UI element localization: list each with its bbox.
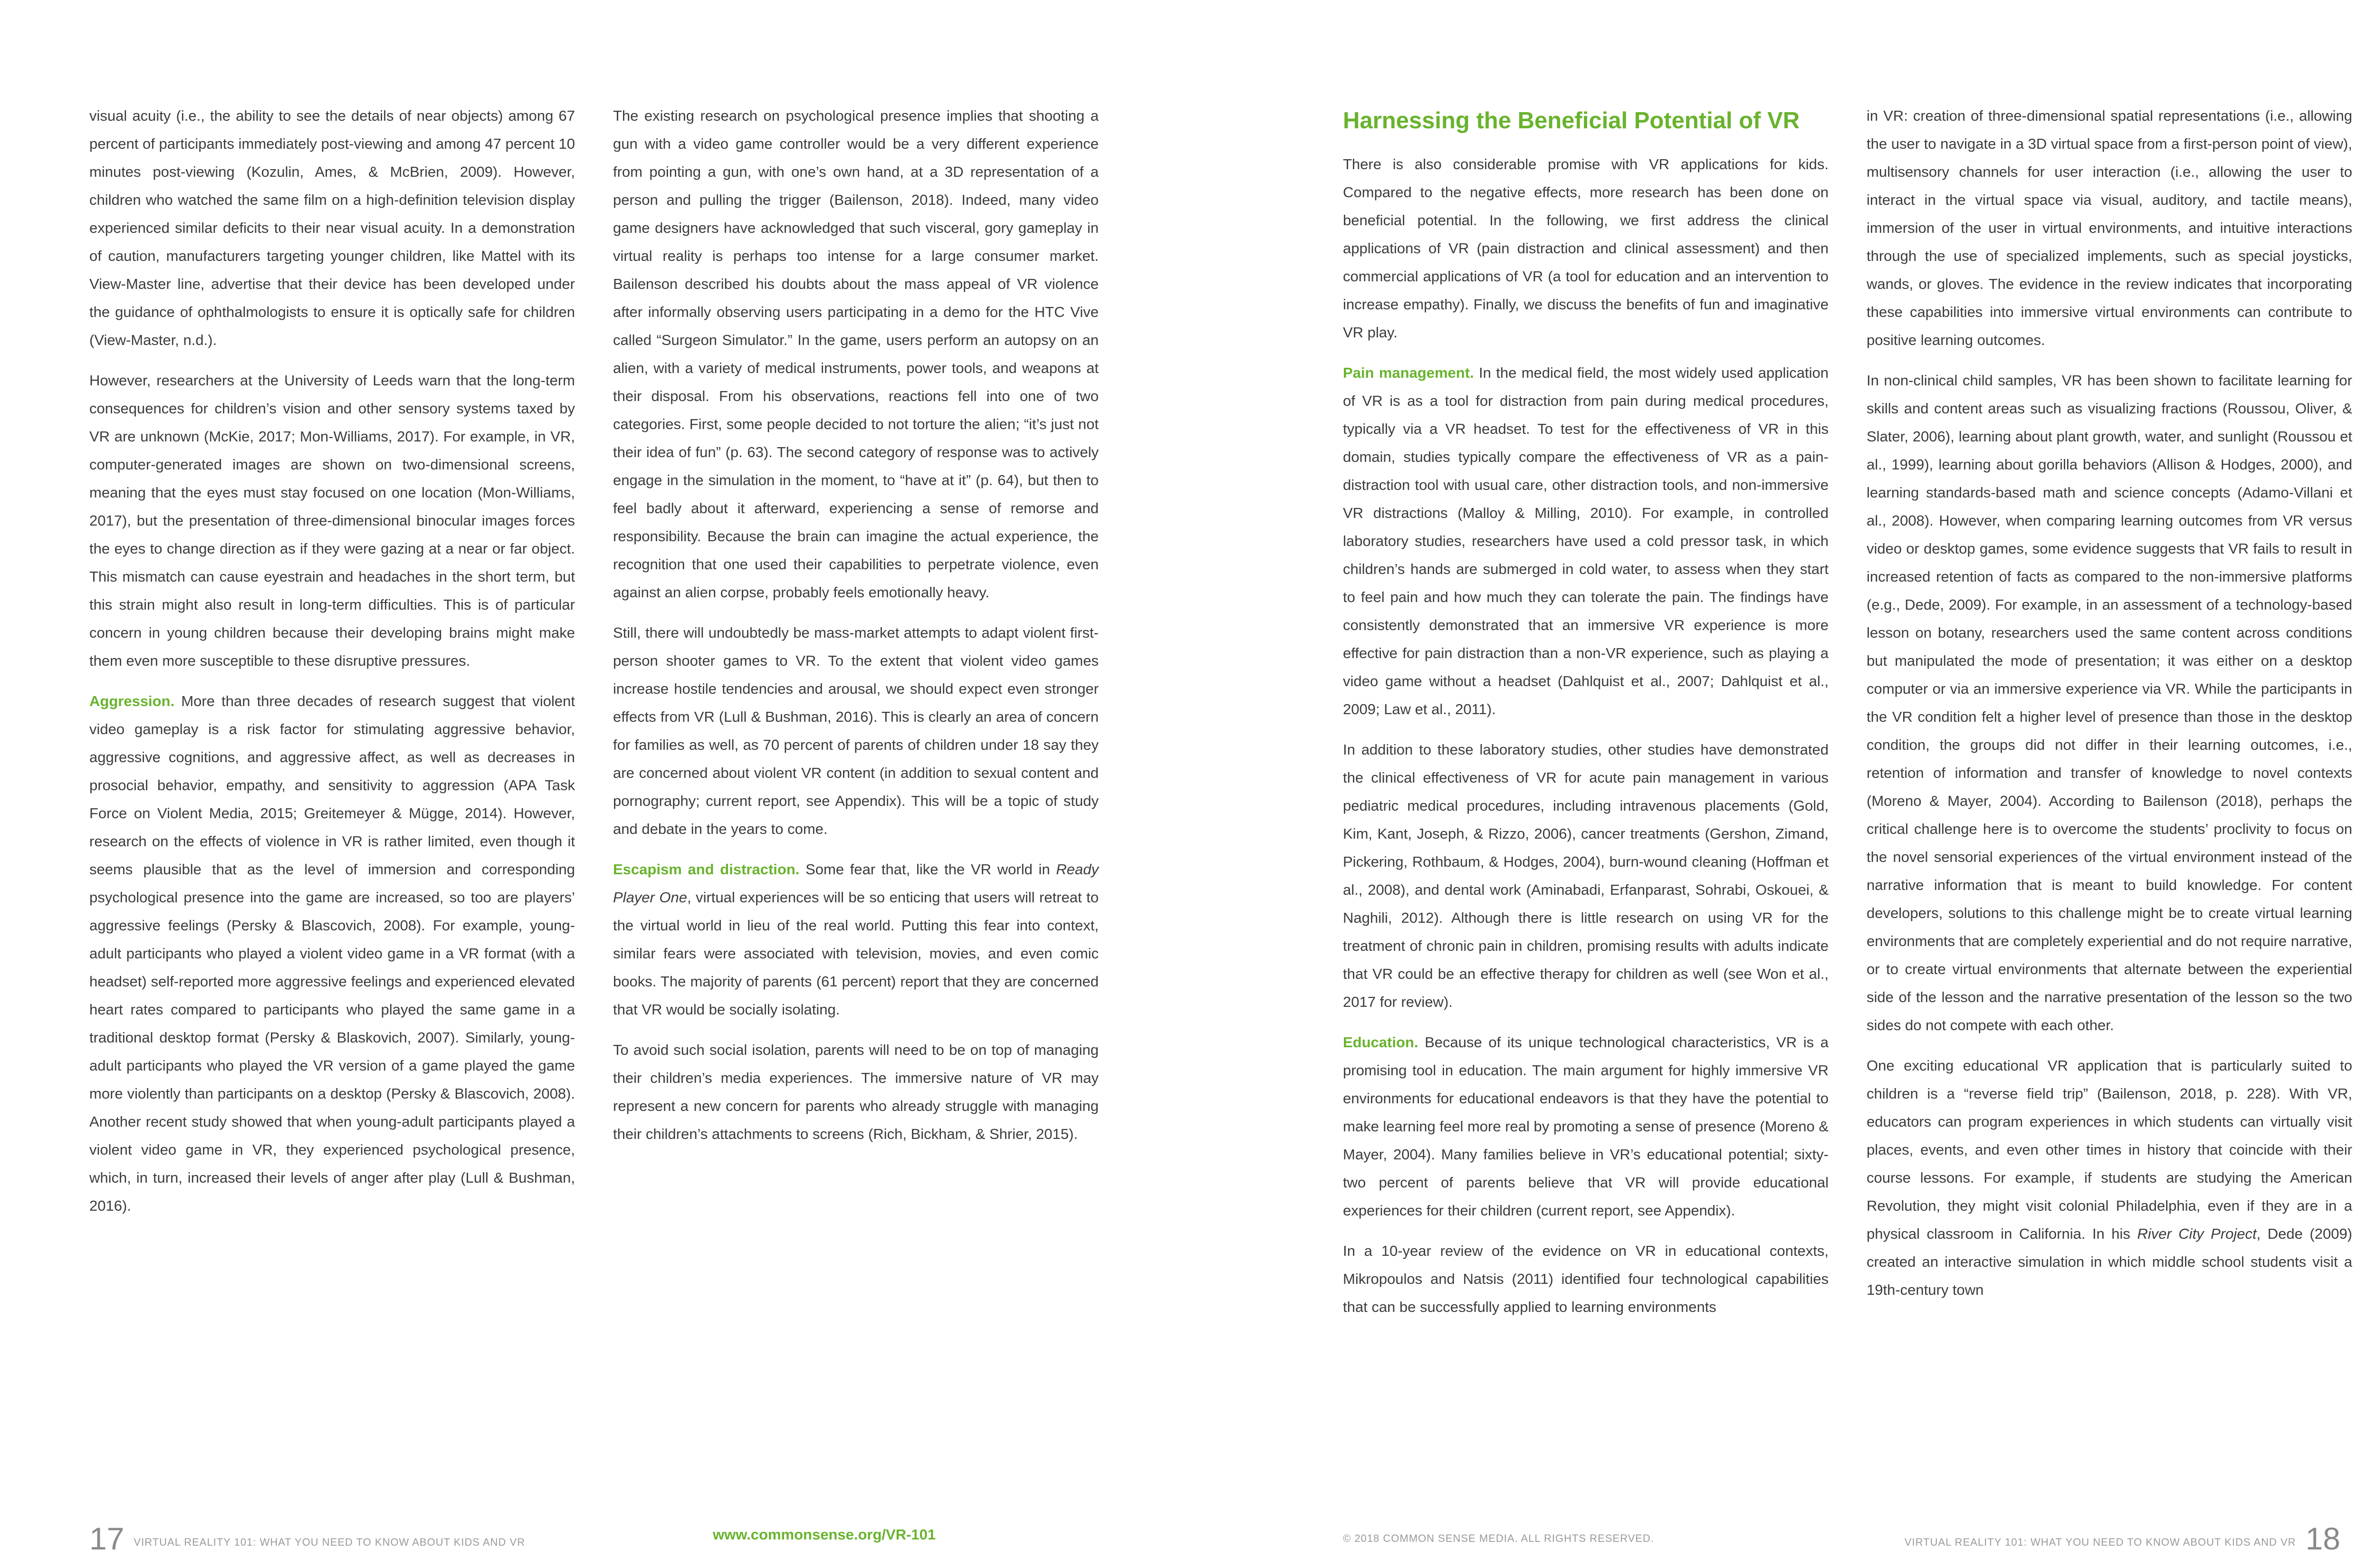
- escapism-heading: Escapism and distraction.: [613, 861, 800, 878]
- paragraph-text: One exciting educational VR application that is particularly suited to children is a “reverse field trip” (Bailenson, 2018, p. 228). With VR, educators can program experiences in which students can virtually visit places, events, and even other times in history that coincide with their course lessons. For example, if students are studying the American Revolution, they might visit colonial Philadelphia, even if they are in a physical classroom in California. In his: [1867, 1057, 2352, 1242]
- page-number: 18: [2305, 1521, 2340, 1556]
- paragraph: In non-clinical child samples, VR has been shown to facilitate learning for skills and content areas such as visualizing fractions (Roussou, Oliver, & Slater, 2006), learning about plant growth, water, and sunlight (Roussou et al., 1999), learning about gorilla behaviors (Allison & Hodges, 2000), and learning standards-based math and science concepts (Adamo-Villani et al., 2008). However, when comparing learning outcomes from VR versus video or desktop games, some evidence suggests that VR fails to result in increased retention of facts as compared to the non-immersive platforms (e.g., Dede, 2009). For example, in an assessment of a technology-based lesson on botany, researchers used the same content across conditions but manipulated the mode of presentation; it was either on a desktop computer or via an immersive experience via VR. While the participants in the VR condition felt a higher level of presence than those in the desktop condition, the groups did not differ in their learning outcomes, i.e., retention of information and transfer of knowledge to novel contexts (Moreno & Mayer, 2004). According to Bailenson (2018), perhaps the critical challenge here is to overcome the students’ proclivity to focus on the novel sensorial experiences of the virtual environment instead of the narrative information that is meant to build knowledge. For content developers, solutions to this challenge might be to create virtual learning environments that are completely experiential and do not require narrative, or to create virtual environments that alternate between the experiential side of the lesson and the narrative presentation of the lesson so the two sides do not compete with each other.: [1867, 372, 2352, 1033]
- footer-right: [1905, 1520, 2340, 1557]
- pain-heading: Pain management.: [1343, 364, 1474, 381]
- page-number: 17: [89, 1521, 125, 1556]
- paragraph: In addition to these laboratory studies, other studies have demonstrated the clinical effectiveness of VR for acute pain management in various pediatric medical procedures, including intravenous placements (Gold, Kim, Kant, Joseph, & Rizzo, 2006), cancer treatments (Gershon, Zimand, Pickering, Rothbaum, & Hodges, 2004), burn-wound cleaning (Hoffman et al., 2008), and dental work (Aminabadi, Erfanparast, Sohrabi, Oskouei, & Naghili, 2012). Although there is little research on using VR for the treatment of chronic pain in children, promising results with adults indicate that VR could be an effective therapy for children as well (see Won et al., 2017 for review).: [1343, 741, 1829, 1010]
- paragraph-text: Because of its unique technological characteristics, VR is a promising tool in education. The main argument for highly immersive VR environments for educational endeavors is that they have the potential to make learning feel more real by promoting a sense of presence (Moreno & Mayer, 2004). Many families believe in VR’s educational potential; sixty-two percent of parents believe that VR will provide educational experiences for their children (current report, see Appendix).: [1343, 1034, 1829, 1219]
- left-column-1: [89, 102, 575, 1232]
- paragraph-text: , Dede (2009) created an interactive simulation in which middle school students visit a 19th-century town: [1867, 1225, 2353, 1298]
- paragraph: To avoid such social isolation, parents will need to be on top of managing their children’s media experiences. The immersive nature of VR may represent a new concern for parents who already struggle with managing their children’s attachments to screens (Rich, Bickham, & Shrier, 2015).: [613, 1042, 1099, 1142]
- paragraph: There is also considerable promise with VR applications for kids. Compared to the negative effects, more research has been done on beneficial potential. In the following, we first address the clinical applications of VR (pain distraction and clinical assessment) and then commercial applications of VR (a tool for education and an intervention to increase empathy). Finally, we discuss the benefits of fun and imaginative VR play.: [1343, 156, 1829, 341]
- paragraph-escapism: [613, 855, 1099, 1023]
- paragraph-aggression: [89, 687, 575, 1220]
- paragraph-text: More than three decades of research suggest that violent video gameplay is a risk factor for stimulating aggressive behavior, aggressive cognitions, and aggressive affect, as well as decreases in prosocial behavior, empathy, and sensitivity to aggression (APA Task Force on Violent Media, 2015; Greitemeyer & Mügge, 2014). However, research on the effects of violence in VR is rather limited, even though it seems plausible that as the level of immersion and corresponding psychological presence into the game are increased, so too are players’ aggressive feelings (Persky & Blascovich, 2008). For example, young-adult participants who played a violent video game in a VR format (with a headset) self-reported more aggressive feelings and experienced elevated heart rates compared to participants who played the same game in a traditional desktop format (Persky & Blaskovich, 2007). Similarly, young-adult participants who played the VR version of a game played the game more violently than participants on a desktop (Persky & Blascovich, 2008). Another recent study showed that when young-adult participants played a violent video game in VR, they experienced psychological presence, which, in turn, increased their levels of anger after play (Lull & Bushman, 2016).: [89, 693, 575, 1214]
- paragraph: The existing research on psychological presence implies that shooting a gun with a video game controller would be a very different experience from pointing a gun, with one’s own hand, at a 3D representation of a person and pulling the trigger (Bailenson, 2018). Indeed, many video game designers have acknowledged that such visceral, gory gameplay in virtual reality is perhaps too intense for a large consumer market. Bailenson described his doubts about the mass appeal of VR violence after informally observing users participating in a demo for the HTC Vive called “Surgeon Simulator.” In the game, users perform an autopsy on an alien, with a variety of medical instruments, power tools, and weapons at their disposal. From his observations, reactions fell into one of two categories. First, some people decided to not torture the alien; “it’s just not their idea of fun” (p. 63). The second category of response was to actively engage in the simulation in the moment, to “have at it” (p. 64), but then to feel badly about it afterward, experiencing a sense of remorse and responsibility. Because the brain can imagine the actual experience, the recognition that one used their capabilities to perpetrate violence, even against an alien corpse, probably feels emotionally heavy.: [613, 107, 1099, 601]
- section-title: Harnessing the Beneficial Potential of VR: [1343, 108, 1800, 134]
- paragraph: However, researchers at the University of Leeds warn that the long-term consequences for children’s vision and other sensory systems taxed by VR are unknown (McKie, 2017; Mon-Williams, 2017). For example, in VR, computer-generated images are shown on two-dimensional screens, meaning that the eyes must stay focused on one location (Mon-Williams, 2017), but the presentation of three-dimensional binocular images forces the eyes to change direction as if they were gazing at a near or far object. This mismatch can cause eyestrain and headaches in the short term, but this strain might also result in long-term difficulties. This is of particular concern in young children because their developing brains might make them even more susceptible to these disruptive pressures.: [89, 372, 575, 669]
- book-title: Ready Player One: [613, 861, 1099, 906]
- right-column-1: [1343, 102, 1829, 1333]
- footer-title: VIRTUAL REALITY 101: WHAT YOU NEED TO KNOW ABOUT KIDS AND VR: [1904, 1536, 2296, 1548]
- paragraph: in VR: creation of three-dimensional spatial representations (i.e., allowing the user to navigate in a 3D virtual space from a first-person point of view), multisensory channels for user interaction (i.e., allowing the user to interact in the virtual space via visual, auditory, and tactile means), immersion of the user in virtual environments, and intuitive interactions through the use of specialized implements, such as special joysticks, wands, or gloves. The evidence in the review indicates that incorporating these capabilities into immersive virtual environments can contribute to positive learning outcomes.: [1867, 107, 2352, 348]
- left-column-2: [613, 102, 1099, 1160]
- paragraph: In a 10-year review of the evidence on VR in educational contexts, Mikropoulos and Natsis (2011) identified four technological capabilities that can be successfully applied to learning environments: [1343, 1243, 1829, 1315]
- project-title: River City Project: [2137, 1225, 2257, 1242]
- paragraph: Still, there will undoubtedly be mass-market attempts to adapt violent first-person shooter games to VR. To the extent that violent video games increase hostile tendencies and arousal, we should expect even stronger effects from VR (Lull & Bushman, 2016). This is clearly an area of concern for families as well, as 70 percent of parents of children under 18 say they are concerned about violent VR content (in addition to sexual content and pornography; current report, see Appendix). This will be a topic of study and debate in the years to come.: [613, 624, 1099, 837]
- right-column-2: [1867, 102, 2352, 1316]
- paragraph-text: , virtual experiences will be so enticing that users will retreat to the virtual world in lieu of the real world. Putting this fear into context, similar fears were associated with television, movies, and even comic books. The majority of parents (61 percent) report that they are concerned that VR would be socially isolating.: [613, 889, 1099, 1018]
- paragraph: visual acuity (i.e., the ability to see the details of near objects) among 67 percent of participants immediately post-viewing and among 47 percent 10 minutes post-viewing (Kozulin, Ames, & McBrien, 2009). However, children who watched the same film on a high-definition television display experienced similar deficits to their near visual acuity. In a demonstration of caution, manufacturers targeting younger children, like Mattel with its View-Master line, advertise that their device has been developed under the guidance of ophthalmologists to ensure it is optically safe for children (View-Master, n.d.).: [89, 107, 575, 348]
- footer-title: VIRTUAL REALITY 101: WHAT YOU NEED TO KNOW ABOUT KIDS AND VR: [134, 1536, 526, 1548]
- paragraph-education: [1343, 1028, 1829, 1224]
- paragraph-text: Some fear that, like the VR world in: [805, 861, 1050, 878]
- paragraph: [1867, 1052, 2352, 1304]
- paragraph-pain: [1343, 359, 1829, 723]
- aggression-heading: Aggression.: [89, 693, 175, 709]
- footer-url-link[interactable]: www.commonsense.org/VR-101: [713, 1526, 936, 1543]
- footer-left: [89, 1520, 525, 1557]
- education-heading: Education.: [1343, 1034, 1418, 1051]
- footer-copyright: © 2018 COMMON SENSE MEDIA. ALL RIGHTS RESERVED.: [1343, 1532, 1654, 1544]
- paragraph-text: In the medical field, the most widely used application of VR is as a tool for distraction from pain during medical procedures, typically via a VR headset. To test for the effectiveness of VR in this domain, studies typically compare the effectiveness of VR as a pain-distraction tool with usual care, other distraction tools, and non-immersive VR distractions (Malloy & Milling, 2010). For example, in controlled laboratory studies, researchers have used a cold pressor task, in which children’s hands are submerged in cold water, to assess when they start to feel pain and how much they can tolerate the pain. The findings have consistently demonstrated that an immersive VR experience is more effective for pain distraction than a non-VR experience, such as playing a video game without a headset (Dahlquist et al., 2007; Dahlquist et al., 2009; Law et al., 2011).: [1343, 364, 1829, 717]
